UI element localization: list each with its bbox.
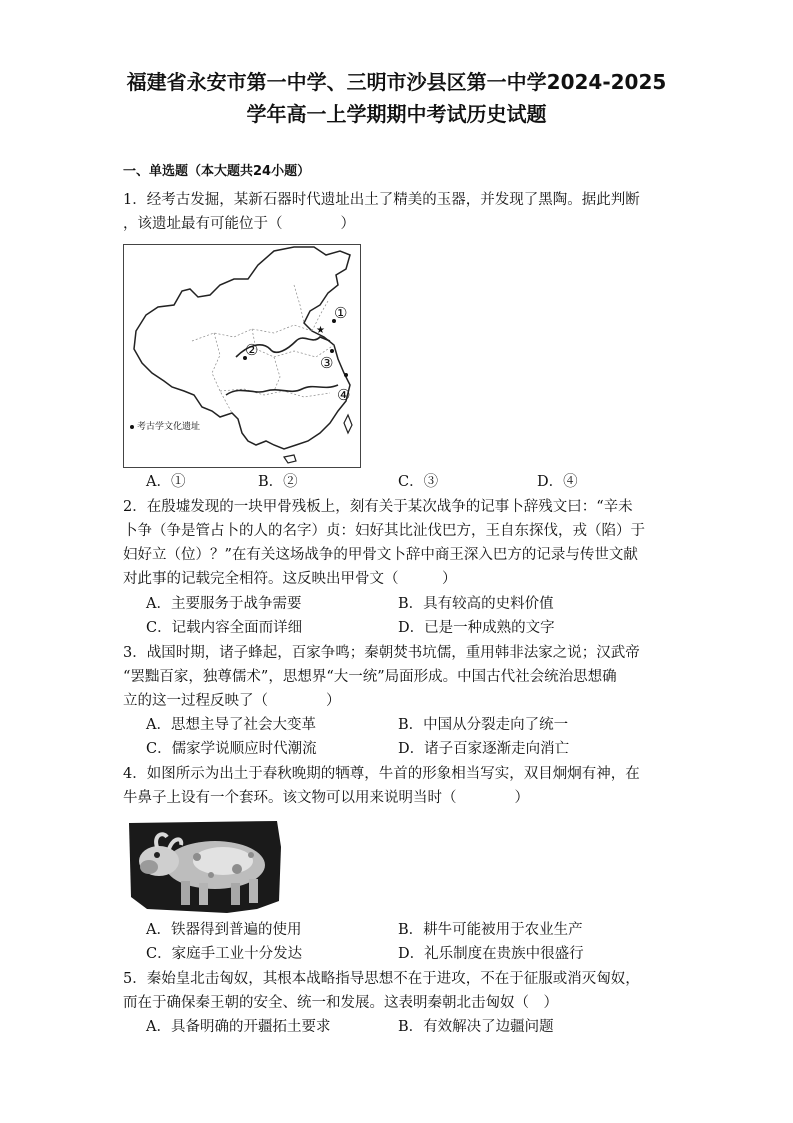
q3-option-d[interactable]: D．诸子百家逐渐走向消亡 — [398, 741, 570, 757]
question-3-line-3: 立的这一过程反映了（ ） — [123, 693, 341, 709]
question-5-line-2: 而在于确保秦王朝的安全、统一和发展。这表明秦朝北击匈奴（ ） — [123, 995, 558, 1011]
question-2-line-3: 妇好立（位）？”在有关这场战争的甲骨文卜辞中商王深入巴方的记录与传世文献 — [123, 547, 638, 563]
question-4-line-2: 牛鼻子上设有一个套环。该文物可以用来说明当时（ ） — [123, 790, 529, 806]
question-2-line-4: 对此事的记载完全相符。这反映出甲骨文（ ） — [123, 571, 457, 587]
question-1-line-1: 1．经考古发掘，某新石器时代遗址出土了精美的玉器，并发现了黑陶。据此判断 — [123, 192, 640, 208]
question-2-line-1: 2．在殷墟发现的一块甲骨残板上，刻有关于某次战争的记事卜辞残文曰：“辛未 — [123, 499, 633, 515]
q3-option-c[interactable]: C．儒家学说顺应时代潮流 — [146, 741, 317, 757]
q5-option-b[interactable]: B．有效解决了边疆问题 — [398, 1019, 554, 1035]
map-marker-4: ④ — [337, 386, 351, 404]
q1-option-d[interactable]: D．④ — [537, 474, 578, 490]
q4-option-d[interactable]: D．礼乐制度在贵族中很盛行 — [398, 946, 584, 962]
q2-option-d[interactable]: D．已是一种成熟的文字 — [398, 620, 555, 636]
question-4-line-1: 4．如图所示为出土于春秋晚期的牺尊，牛首的形象相当写实，双目炯炯有神，在 — [123, 766, 640, 782]
q4-option-c[interactable]: C．家庭手工业十分发达 — [146, 946, 303, 962]
section-heading: 一、单选题（本大题共24小题） — [123, 164, 311, 179]
exam-title — [100, 66, 693, 130]
q2-option-a[interactable]: A．主要服务于战争需要 — [146, 596, 302, 612]
q5-option-a[interactable]: A．具备明确的开疆拓土要求 — [146, 1019, 331, 1035]
q3-option-b[interactable]: B．中国从分裂走向了统一 — [398, 717, 569, 733]
q4-option-a[interactable]: A．铁器得到普遍的使用 — [146, 922, 302, 938]
q1-option-c[interactable]: C．③ — [398, 474, 439, 490]
map-legend-label: 考古学文化遗址 — [137, 422, 201, 432]
q2-option-b[interactable]: B．具有较高的史料价值 — [398, 596, 554, 612]
q1-option-a[interactable]: A．① — [146, 474, 186, 490]
q3-option-a[interactable]: A．思想主导了社会大变革 — [146, 717, 316, 733]
q1-option-b[interactable]: B．② — [258, 474, 298, 490]
map-legend — [130, 419, 200, 432]
legend-dot-icon — [130, 425, 134, 429]
q4-option-b[interactable]: B．耕牛可能被用于农业生产 — [398, 922, 583, 938]
exam-title-line-1: 福建省永安市第一中学、三明市沙县区第一中学2024-2025 — [126, 70, 667, 94]
china-map-figure — [123, 244, 361, 468]
map-marker-2: ② — [245, 341, 259, 359]
exam-title-line-2: 学年高一上学期期中考试历史试题 — [246, 102, 547, 126]
q2-option-c[interactable]: C．记载内容全面而详细 — [146, 620, 303, 636]
question-3-line-2: “罢黜百家，独尊儒术”，思想界“大一统”局面形成。中国古代社会统治思想确 — [123, 669, 617, 685]
question-1-line-2: ，该遗址最有可能位于（ ） — [123, 216, 355, 232]
map-marker-1: ① — [334, 304, 348, 322]
map-marker-3: ③ — [320, 354, 334, 372]
question-2-line-2: 卜争（争是管占卜的人的名字）贞：妇好其比沚伐巴方，王自东探伐，戎（陷）于 — [123, 523, 645, 539]
question-5-line-1: 5．秦始皇北击匈奴，其根本战略指导思想不在于进攻，不在于征服或消灭匈奴， — [123, 971, 640, 987]
svg-text:★: ★ — [316, 325, 325, 336]
bronze-ox-vessel-photo — [127, 817, 282, 917]
question-3-line-1: 3．战国时期，诸子蜂起，百家争鸣；秦朝焚书坑儒，重用韩非法家之说；汉武帝 — [123, 645, 640, 661]
